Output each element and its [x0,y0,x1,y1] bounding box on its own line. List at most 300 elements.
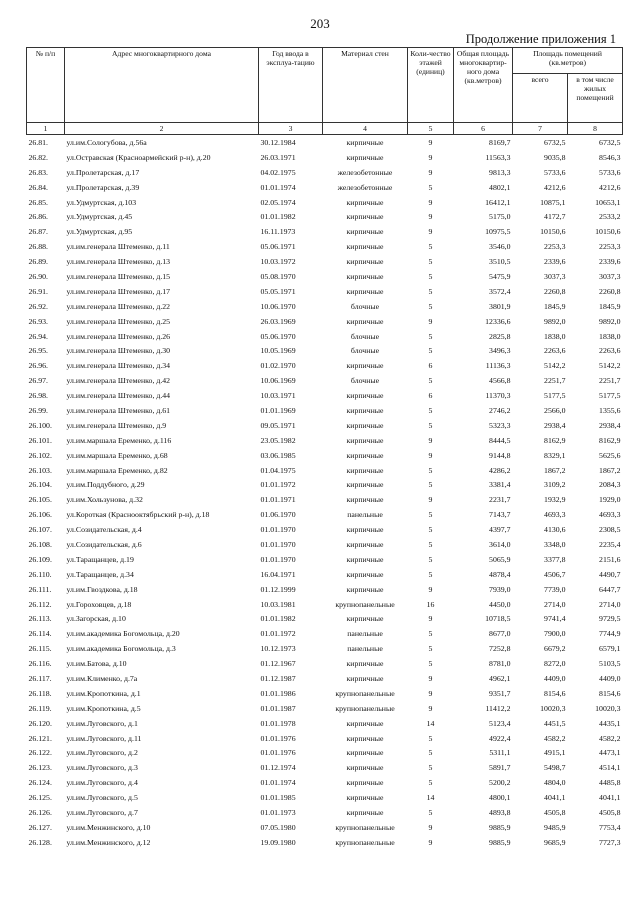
table-row [27,433,623,448]
premises-area-cell: 9685,9 [544,837,566,847]
living-area-cell: 2533,2 [599,212,621,222]
living-area-cell: 10150,6 [595,227,621,237]
total-area-cell: 4802,1 [489,182,511,192]
premises-area-cell: 10875,1 [540,197,566,207]
living-area-cell: 2251,7 [599,376,621,386]
total-area-cell: 5323,3 [489,420,511,430]
floors-cell: 9 [428,137,433,147]
total-area-cell: 11136,3 [485,361,511,371]
living-area-cell: 5177,5 [599,391,621,401]
floors-cell: 5 [428,510,433,520]
row-number: 26.115. [28,644,52,654]
total-area-cell: 3614,0 [489,539,511,549]
row-number: 26.102. [28,450,52,460]
premises-area-cell: 4506,7 [544,569,566,579]
table-row [27,537,623,552]
premises-area-cell: 9485,9 [544,822,566,832]
table-row [27,597,623,612]
living-area-cell: 4693,3 [599,510,621,520]
material-cell: кирпичные [346,793,384,803]
living-area-cell: 4409,0 [599,674,621,683]
header-premises-area: Площадь помещений (кв.метров) [513,48,623,74]
living-area-cell: 1838,0 [599,331,621,341]
row-number: 26.90. [28,271,48,281]
living-area-cell: 3037,3 [599,271,621,281]
row-number: 26.101. [28,435,52,445]
year-cell: 01.01.1982 [260,614,296,624]
year-cell: 01.01.1974 [260,182,296,192]
year-cell: 01.01.1969 [260,405,296,415]
address-cell: ул.им.Клименко, д.7а [66,674,138,683]
material-cell: крупнопанельные [335,822,395,832]
address-cell: ул.им.генерала Штеменко, д.25 [66,316,171,326]
floors-cell: 9 [428,167,433,177]
row-number: 26.87. [28,227,48,237]
living-area-cell: 4514,1 [599,763,621,773]
total-area-cell: 4397,7 [489,525,511,535]
premises-area-cell: 8329,1 [544,450,566,460]
living-area-cell: 2339,6 [599,257,621,267]
year-cell: 09.05.1971 [260,420,296,430]
year-cell: 05.08.1970 [260,271,296,281]
material-cell: кирпичные [346,271,384,281]
year-cell: 01.01.1973 [260,808,296,818]
address-cell: ул.им.генерала Штеменко, д.30 [66,346,171,356]
floors-cell: 9 [428,822,433,832]
material-cell: кирпичные [346,763,384,773]
floors-cell: 9 [428,703,433,713]
row-number: 26.109. [28,554,52,564]
premises-area-cell: 4915,1 [544,748,566,758]
table-row [27,314,623,329]
row-number: 26.82. [28,152,48,162]
address-cell: ул.им.генерала Штеменко, д.61 [66,405,171,415]
material-cell: крупнопанельные [335,688,395,698]
material-cell: кирпичные [346,525,384,535]
living-area-cell: 4582,2 [599,733,621,743]
row-number: 26.124. [28,778,52,788]
address-cell: ул.им.академика Богомольца, д.20 [66,629,180,639]
row-number: 26.107. [28,525,52,535]
living-area-cell: 4485,8 [599,778,621,788]
year-cell: 01.04.1975 [260,465,296,475]
material-cell: кирпичные [346,450,384,460]
table-row [27,269,623,284]
material-cell: кирпичные [346,659,384,669]
year-cell: 30.12.1984 [260,137,296,147]
table-row [27,746,623,761]
floors-cell: 5 [428,525,433,535]
total-area-cell: 5175,0 [489,212,511,222]
row-number: 26.105. [28,495,52,505]
premises-area-cell: 3348,0 [544,539,566,549]
year-cell: 01.01.1982 [260,212,296,222]
table-row [27,671,623,686]
year-cell: 01.01.1976 [260,748,296,758]
living-area-cell: 4041,1 [599,793,621,803]
column-number: 7 [513,123,568,135]
row-number: 26.112. [28,599,52,609]
year-cell: 07.05.1980 [260,822,296,832]
total-area-cell: 9885,9 [489,822,511,832]
total-area-cell: 11412,2 [485,703,511,713]
premises-area-cell: 9035,8 [544,152,566,162]
year-cell: 01.01.1974 [260,778,296,788]
premises-area-cell: 8272,0 [544,659,566,669]
table-row [27,224,623,239]
year-cell: 01.01.1987 [260,703,296,713]
column-number: 3 [259,123,323,135]
living-area-cell: 10020,3 [595,703,621,713]
premises-area-cell: 4451,5 [544,718,566,728]
total-area-cell: 4450,0 [489,599,511,609]
living-area-cell: 8154,6 [599,688,621,698]
total-area-cell: 3801,9 [489,301,511,311]
living-area-cell: 4212,6 [599,182,621,192]
column-number: 1 [27,123,65,135]
premises-area-cell: 4582,2 [544,733,566,743]
year-cell: 01.12.1967 [260,659,296,669]
address-cell: ул.им.Поддубного, д.29 [66,480,145,490]
living-area-cell: 7753,4 [599,822,621,832]
total-area-cell: 4893,8 [489,808,511,818]
material-cell: кирпичные [346,465,384,475]
address-cell: ул.им.Менжинского, д.10 [66,822,151,832]
table-row [27,686,623,701]
total-area-cell: 3546,0 [489,242,511,252]
table-row [27,209,623,224]
living-area-cell: 2151,6 [599,554,621,564]
year-cell: 10.03.1971 [260,391,296,401]
premises-area-cell: 1867,2 [544,465,566,475]
year-cell: 02.05.1974 [260,197,296,207]
address-cell: ул.им.Луговского, д.4 [66,778,138,788]
year-cell: 01.01.1972 [260,480,296,490]
material-cell: блочные [350,376,380,386]
living-area-cell: 4490,7 [599,569,621,579]
floors-cell: 5 [428,242,433,252]
material-cell: блочные [350,301,380,311]
column-number: 6 [454,123,513,135]
floors-cell: 14 [426,718,435,728]
column-number: 4 [323,123,408,135]
header-floors: Коли-чество этажей (единиц) [408,48,454,123]
premises-area-cell: 6732,5 [544,137,566,147]
material-cell: блочные [350,346,380,356]
living-area-cell: 1867,2 [599,465,621,475]
year-cell: 16.11.1973 [260,227,296,237]
total-area-cell: 3510,5 [489,257,511,267]
floors-cell: 6 [428,391,433,401]
row-number: 26.111. [28,584,52,594]
address-cell: ул.Остравская (Красноармейский р-н), д.20 [66,152,211,162]
column-number: 8 [568,123,623,135]
material-cell: кирпичные [346,569,384,579]
row-number: 26.92. [28,301,48,311]
address-cell: ул.им.Гвоздкова, д.18 [66,584,138,594]
premises-area-cell: 4804,0 [544,778,566,788]
premises-area-cell: 8154,6 [544,688,566,698]
living-area-cell: 6447,7 [599,584,621,594]
living-area-cell: 5733,6 [599,167,621,177]
total-area-cell: 5200,2 [489,778,511,788]
address-cell: ул.им.Хользунова, д.32 [66,495,143,505]
year-cell: 01.01.1970 [260,539,296,549]
material-cell: панельные [347,510,383,520]
premises-area-cell: 2263,6 [544,346,566,356]
row-number: 26.93. [28,316,48,326]
row-number: 26.84. [28,182,48,192]
address-cell: ул.им.Луговского, д.5 [66,793,138,803]
total-area-cell: 7252,8 [489,644,511,654]
total-area-cell: 16412,1 [485,197,511,207]
material-cell: кирпичные [346,361,384,371]
table-row [27,165,623,180]
premises-area-cell: 10150,6 [540,227,566,237]
header-material: Материал стен [323,48,408,123]
address-cell: ул.Пролетарская, д.17 [66,167,140,177]
table-row [27,150,623,165]
row-number: 26.126. [28,808,52,818]
premises-area-cell: 1838,0 [544,331,566,341]
row-number: 26.96. [28,361,48,371]
living-area-cell: 2714,0 [599,599,621,609]
column-number: 2 [65,123,259,135]
material-cell: блочные [350,331,380,341]
floors-cell: 9 [428,212,433,222]
floors-cell: 5 [428,733,433,743]
floors-cell: 5 [428,420,433,430]
total-area-cell: 5065,9 [489,554,511,564]
material-cell: кирпичные [346,137,384,147]
living-area-cell: 2308,5 [599,525,621,535]
floors-cell: 5 [428,569,433,579]
row-number: 26.103. [28,465,52,475]
row-number: 26.95. [28,346,48,356]
premises-area-cell: 4409,0 [544,674,566,683]
total-area-cell: 5475,9 [489,271,511,281]
row-number: 26.127. [28,822,52,832]
total-area-cell: 7143,7 [489,510,511,520]
material-cell: кирпичные [346,212,384,222]
total-area-cell: 10975,5 [485,227,511,237]
year-cell: 01.06.1970 [260,510,296,520]
year-cell: 19.09.1980 [260,837,296,847]
total-area-cell: 5311,1 [489,748,511,758]
year-cell: 10.06.1969 [260,376,296,386]
floors-cell: 5 [428,539,433,549]
table-row [27,239,623,254]
row-number: 26.113. [28,614,52,624]
living-area-cell: 6732,5 [599,137,621,147]
table-row [27,805,623,820]
material-cell: кирпичные [346,435,384,445]
premises-area-cell: 10020,3 [540,703,566,713]
column-number: 5 [408,123,454,135]
address-cell: ул.Гороховцев, д.18 [66,599,132,609]
address-cell: ул.им.генерала Штеменко, д.42 [66,376,171,386]
table-row [27,343,623,358]
total-area-cell: 4878,4 [489,569,511,579]
premises-area-cell: 4130,6 [544,525,566,535]
premises-area-cell: 5498,7 [544,763,566,773]
living-area-cell: 8546,3 [599,152,621,162]
row-number: 26.100. [28,420,52,430]
material-cell: железобетонные [337,182,393,192]
total-area-cell: 7939,0 [489,584,511,594]
material-cell: кирпичные [346,316,384,326]
material-cell: кирпичные [346,152,384,162]
premises-area-cell: 6679,2 [544,644,566,654]
row-number: 26.104. [28,480,52,490]
row-number: 26.86. [28,212,48,222]
living-area-cell: 7727,3 [599,837,621,847]
total-area-cell: 4566,8 [489,376,511,386]
table-row [27,582,623,597]
material-cell: кирпичные [346,227,384,237]
living-area-cell: 2263,6 [599,346,621,356]
premises-area-cell: 2251,7 [544,376,566,386]
total-area-cell: 5891,7 [489,763,511,773]
header-all: всего [513,74,568,123]
table-row [27,463,623,478]
continuation-caption: Продолжение приложения 1 [465,32,616,46]
address-cell: ул.им.Луговского, д.2 [66,748,138,758]
living-area-cell: 6579,1 [599,644,621,654]
material-cell: панельные [347,629,383,639]
floors-cell: 5 [428,257,433,267]
year-cell: 05.06.1970 [260,331,296,341]
year-cell: 10.03.1972 [260,257,296,267]
year-cell: 16.04.1971 [260,569,296,579]
premises-area-cell: 7900,0 [544,629,566,639]
living-area-cell: 4505,8 [599,808,621,818]
floors-cell: 5 [428,644,433,654]
living-area-cell: 5103,5 [599,659,621,669]
row-number: 26.106. [28,510,52,520]
total-area-cell: 8444,5 [489,435,511,445]
address-cell: ул.им.Луговского, д.3 [66,763,138,773]
living-area-cell: 2084,3 [599,480,621,490]
living-area-cell: 2235,4 [599,539,621,549]
table-row [27,358,623,373]
row-number: 26.94. [28,331,48,341]
total-area-cell: 11563,3 [485,152,511,162]
table-row [27,284,623,299]
total-area-cell: 9351,7 [489,688,511,698]
living-area-cell: 7744,9 [599,629,621,639]
living-area-cell: 8162,9 [599,435,621,445]
material-cell: кирпичные [346,808,384,818]
floors-cell: 5 [428,271,433,281]
row-number: 26.117. [28,674,52,683]
address-cell: ул.Пролетарская, д.39 [66,182,140,192]
material-cell: кирпичные [346,480,384,490]
floors-cell: 9 [428,450,433,460]
year-cell: 05.06.1971 [260,242,296,252]
premises-area-cell: 3109,2 [544,480,566,490]
row-number: 26.114. [28,629,52,639]
table-row [27,760,623,775]
floors-cell: 5 [428,331,433,341]
material-cell: кирпичные [346,495,384,505]
table-row [27,373,623,388]
address-cell: ул.им.маршала Еременко, д.82 [66,465,168,475]
year-cell: 26.03.1969 [260,316,296,326]
row-number: 26.110. [28,569,52,579]
table-row [27,641,623,656]
material-cell: кирпичные [346,257,384,267]
table-row [27,403,623,418]
total-area-cell: 4922,4 [489,733,511,743]
floors-cell: 5 [428,659,433,669]
row-number: 26.89. [28,257,48,267]
year-cell: 10.06.1970 [260,301,296,311]
premises-area-cell: 5177,5 [544,391,566,401]
header-total-area: Общая площадь многоквартир-ного дома (кв.метров) [454,48,513,123]
floors-cell: 5 [428,286,433,296]
floors-cell: 9 [428,152,433,162]
living-area-cell: 9892,0 [599,316,621,326]
material-cell: кирпичные [346,539,384,549]
header-year: Год ввода в эксплуа-тацию [259,48,323,123]
floors-cell: 9 [428,584,433,594]
address-cell: ул.им.генерала Штеменко, д.13 [66,257,171,267]
material-cell: кирпичные [346,778,384,788]
address-cell: ул.им.генерала Штеменко, д.17 [66,286,171,296]
floors-cell: 5 [428,480,433,490]
year-cell: 05.05.1971 [260,286,296,296]
total-area-cell: 4962,1 [489,674,511,683]
address-cell: ул.им.генерала Штеменко, д.34 [66,361,171,371]
year-cell: 01.02.1970 [260,361,296,371]
table-row [27,612,623,627]
address-cell: ул.им.генерала Штеменко, д.44 [66,391,171,401]
row-number: 26.81. [28,137,48,147]
premises-area-cell: 3037,3 [544,271,566,281]
address-cell: ул.Загорская, д.10 [66,614,126,624]
table-row [27,388,623,403]
total-area-cell: 3572,4 [489,286,511,296]
floors-cell: 9 [428,614,433,624]
total-area-cell: 2231,7 [489,495,511,505]
floors-cell: 9 [428,435,433,445]
premises-area-cell: 4172,7 [544,212,566,222]
address-cell: ул.Созидательская, д.4 [66,525,142,535]
table-row [27,701,623,716]
living-area-cell: 5142,2 [599,361,621,371]
address-cell: ул.Короткая (Краснооктябрьский р-н), д.18 [66,510,210,520]
premises-area-cell: 4505,8 [544,808,566,818]
living-area-cell: 9729,5 [599,614,621,624]
premises-area-cell: 3377,8 [544,554,566,564]
address-cell: ул.им.генерала Штеменко, д.9 [66,420,167,430]
premises-area-cell: 4041,1 [544,793,566,803]
address-cell: ул.им.Менжинского, д.12 [66,837,151,847]
address-cell: ул.Таращанцев, д.19 [66,554,134,564]
year-cell: 01.12.1999 [260,584,296,594]
total-area-cell: 9144,8 [489,450,511,460]
address-cell: ул.Созидательская, д.6 [66,539,142,549]
table-row [27,626,623,641]
living-area-cell: 1929,0 [599,495,621,505]
table-row [27,835,623,850]
floors-cell: 5 [428,808,433,818]
address-cell: ул.Удмуртская, д.95 [66,227,133,237]
material-cell: крупнопанельные [335,837,395,847]
table-row [27,790,623,805]
floors-cell: 5 [428,301,433,311]
